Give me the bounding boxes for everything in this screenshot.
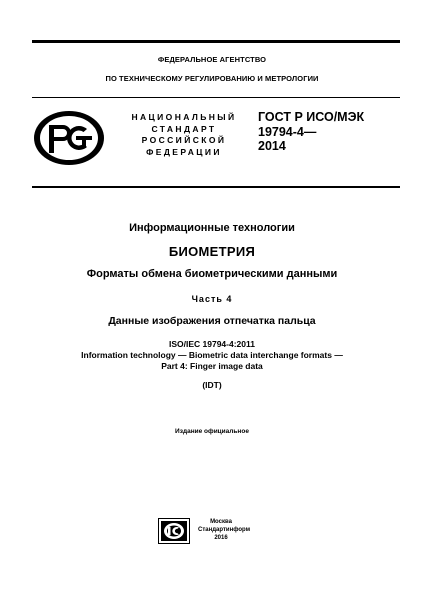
publisher-info [198,518,251,542]
part-label: Часть 4 [191,294,233,304]
standartinform-logo-icon [158,518,190,544]
idt-label: (IDT) [202,380,222,390]
nsf-line: ФЕДЕРАЦИИ [146,146,222,157]
agency-line-2: ПО ТЕХНИЧЕСКОМУ РЕГУЛИРОВАНИЮ И МЕТРОЛОГИИ [105,74,319,83]
english-title-line-2: Part 4: Finger image data [161,361,263,371]
edition-label: Издание официальное [175,428,249,435]
publication-year: 2016 [214,535,228,541]
title-line-2: БИОМЕТРИЯ [168,244,256,259]
publisher-city: Москва [210,519,232,525]
nsf-line: НАЦИОНАЛЬНЫЙ [131,112,237,122]
agency-line-1: ФЕДЕРАЛЬНОЕ АГЕНТСТВО [157,55,267,64]
gost-r-certification-mark-icon [32,109,106,167]
nsf-line: РОССИЙСКОЙ [141,135,227,145]
nsf-line: СТАНДАРТ [151,123,217,134]
publisher-name: Стандартинформ [198,527,251,533]
standard-number [258,110,364,154]
middle-rule [32,97,400,98]
national-standard-label [126,112,242,158]
english-title-line-1: Information technology — Biometric data interchange formats — [81,350,343,360]
gost-line-2: 19794-4— [258,124,317,139]
gost-line-3: 2014 [258,139,286,153]
title-line-3: Форматы обмена биометрическими данными [86,268,338,280]
title-line-4: Данные изображения отпечатка пальца [108,315,316,327]
iso-reference: ISO/IEC 19794-4:2011 [168,339,255,349]
top-rule [32,40,400,43]
gost-line-1: ГОСТ Р ИСО/МЭК [258,110,365,124]
bottom-rule [32,186,400,188]
title-line-1: Информационные технологии [129,222,295,234]
